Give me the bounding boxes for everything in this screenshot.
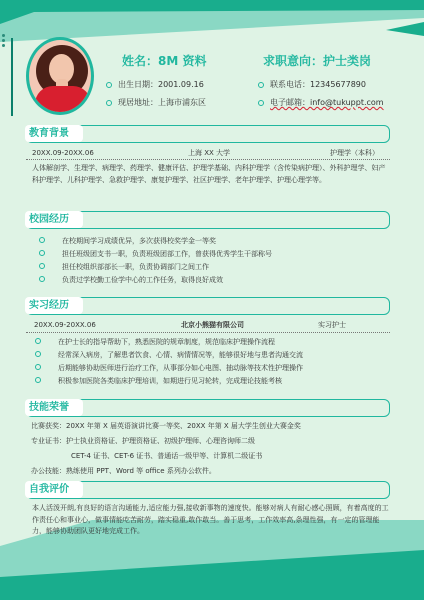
side-dots — [2, 34, 6, 49]
list-item — [39, 261, 272, 274]
birthday-info — [106, 79, 204, 90]
list-item-text: 后期能够协助医师进行治疗工作，从事部分如心电图、抽动脉等技术性护理操作 — [58, 364, 303, 372]
job-intention-label: 求职意向：护士类岗 — [263, 54, 372, 68]
birthday-text: 出生日期：2001.09.16 — [118, 80, 204, 89]
internship-company: 北京小熊猫有限公司 — [181, 321, 244, 329]
list-item — [35, 349, 303, 362]
education-section-header — [26, 125, 390, 143]
education-section-title: 教育背景 — [25, 125, 83, 142]
education-major: 护理学（本科） — [330, 149, 379, 157]
divider — [26, 159, 390, 160]
list-item — [39, 248, 272, 261]
circle-icon — [39, 250, 45, 256]
list-item — [39, 235, 272, 248]
list-item — [35, 362, 303, 375]
circle-icon — [35, 351, 41, 357]
list-item-text: 担任校组织部部长一职，负责协调部门之间工作 — [62, 263, 209, 271]
campus-section-header — [26, 211, 390, 229]
internship-list — [35, 336, 303, 388]
email-text[interactable]: 电子邮箱：info@tukuppt.com — [270, 98, 384, 107]
address-info — [106, 97, 206, 108]
self-section-header — [26, 481, 390, 499]
list-item-text: 负责过学校勤工俭学中心的工作任务，取得良好成效 — [62, 276, 223, 284]
circle-icon — [39, 237, 45, 243]
name-label: 姓名：8M 资料 — [122, 54, 207, 68]
list-item — [35, 336, 303, 349]
education-date: 20XX.09-20XX.06 — [32, 149, 94, 157]
self-section-title: 自我评价 — [25, 481, 83, 498]
education-school: 上海 XX 大学 — [188, 149, 231, 157]
list-item-text: 经常深入病房，了解患者饮食、心情、病情情况等，能够很好地与患者沟通交流 — [58, 351, 303, 359]
header-accent-bar — [11, 38, 13, 116]
internship-date: 20XX.09-20XX.06 — [34, 321, 96, 329]
divider — [26, 332, 390, 333]
list-item-text: 担任班级团支书一职，负责班级团部工作，曾获得优秀学生干部称号 — [62, 250, 272, 258]
circle-icon — [35, 364, 41, 370]
avatar — [26, 37, 94, 115]
skills-certificates: 专业证书：护士执业资格证、护理资格证、初级护理师、心理咨询师二级 — [31, 437, 255, 445]
circle-icon — [258, 82, 264, 88]
circle-icon — [35, 338, 41, 344]
list-item — [39, 274, 272, 287]
dot — [2, 34, 5, 37]
campus-section-title: 校园经历 — [25, 211, 83, 228]
corner-shape — [386, 22, 424, 36]
skills-section-header — [26, 399, 390, 417]
self-evaluation-text: 本人活泼开朗,有良好的语言沟通能力,适应能力强,接收新事物的速度快。能够对病人有耐心感心照顾，有着高度的工作责任心和事业心，做事情能吃苦耐劳，踏实稳重,敢作敢当。善于思考，工作效率高,条理性强，有一定的管理能力，能够协助团队更好地完成工作。 — [32, 504, 389, 536]
skills-certificates-extra: CET-4 证书、CET-6 证书、普通话一级甲等、计算机二级证书 — [71, 452, 263, 460]
list-item — [35, 375, 303, 388]
address-text: 现居地址：上海市浦东区 — [118, 98, 206, 107]
email-info — [258, 97, 384, 108]
circle-icon — [35, 377, 41, 383]
phone-info — [258, 79, 366, 90]
internship-section-header — [26, 297, 390, 315]
skills-section-title: 技能荣誉 — [25, 399, 83, 416]
dot — [2, 39, 5, 42]
dot — [2, 44, 5, 47]
skills-office: 办公技能：熟练使用 PPT、Word 等 office 系列办公软件。 — [31, 467, 216, 475]
list-item-text: 积极参加医院各类临床护理培训，如期进行见习轮转，完成理论技能考核 — [58, 377, 282, 385]
shirt-shape — [35, 86, 91, 115]
circle-icon — [258, 100, 264, 106]
campus-list — [39, 235, 272, 287]
circle-icon — [39, 263, 45, 269]
skills-competitions: 比赛获奖：20XX 年第 X 届英语演讲比赛一等奖、20XX 年第 X 届大学生创业大赛金奖 — [31, 422, 301, 430]
circle-icon — [106, 82, 112, 88]
circle-icon — [106, 100, 112, 106]
internship-section-title: 实习经历 — [25, 297, 83, 314]
internship-role: 实习护士 — [318, 321, 346, 329]
education-courses: 人体解剖学、生理学、病理学、药理学、健康评估、护理学基础、内科护理学（含传染病护理）、外科护理学、妇产科护理学、儿科护理学、急救护理学、康复护理学、社区护理学、老年护理学、护理心理学等。 — [32, 164, 386, 184]
list-item-text: 在校期间学习成绩优异，多次获得校奖学金一等奖 — [62, 237, 216, 245]
phone-text: 联系电话：12345677890 — [270, 80, 366, 89]
circle-icon — [39, 276, 45, 282]
list-item-text: 在护士长的指导帮助下，熟悉医院的规章制度，规范临床护理操作流程 — [58, 338, 275, 346]
